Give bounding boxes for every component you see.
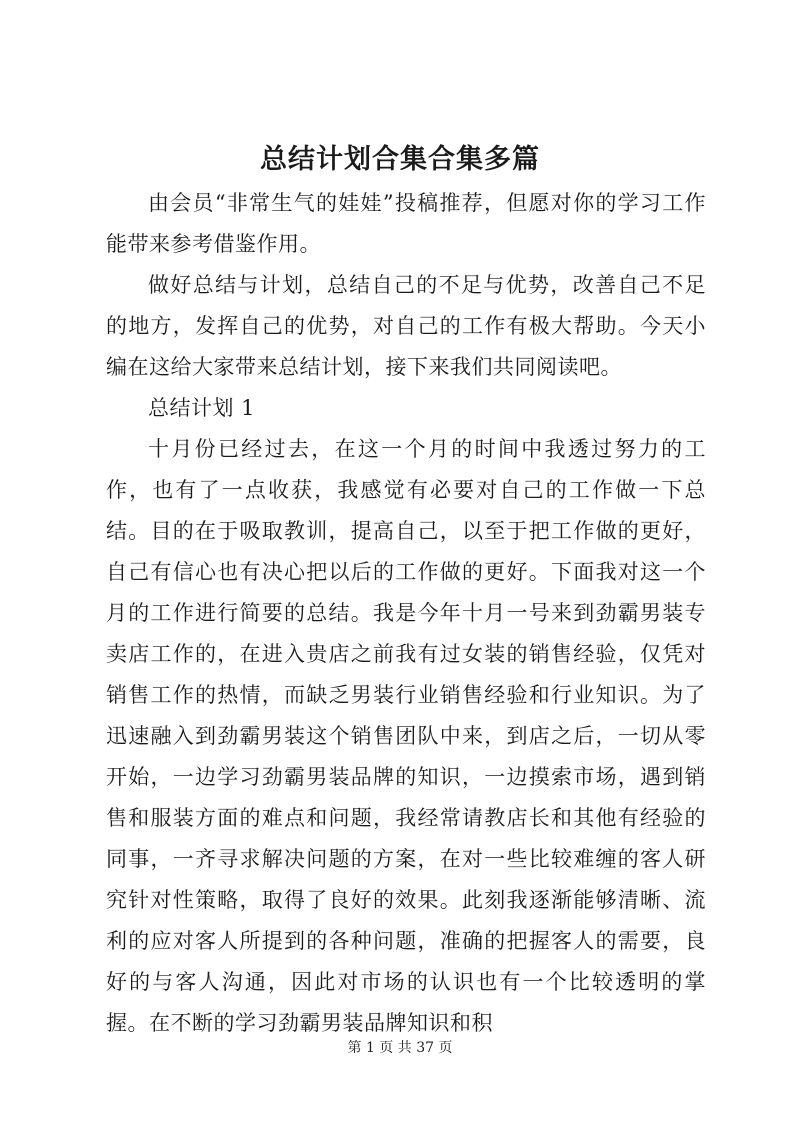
page-footer: 第 1 页 共 37 页 <box>347 1040 453 1056</box>
document-title: 总结计划合集合集多篇 <box>260 144 540 175</box>
section-heading: 总结计划 1 <box>148 396 256 420</box>
body-paragraph: 十月份已经过去，在这一个月的时间中我透过努力的工作，也有了一点收获，我感觉有必要对自己的工作做一下总结。目的在于吸取教训，提高自己，以至于把工作做的更好，自己有信心也有决心把以后的工作做的更好。下面我对这一个月的工作进行简要的总结。我是今年十月一号来到劲霸男装专卖店工作的，在进入贵店之前我有过女装的销售经验，仅凭对销售工作的热情，而缺乏男装行业销售经验和行业知识。为了迅速融入到劲霸男装这个销售团队中来，到店之后，一切从零开始，一边学习劲霸男装品牌的知识，一边摸索市场，遇到销售和服装方面的难点和问题，我经常请教店长和其他有经验的同事，一齐寻求解决问题的方案，在对一些比较难缠的客人研究针对性策略，取得了良好的效果。此刻我逐渐能够清晰、流利的应对客人所提到的各种问题，准确的把握客人的需要，良好的与客人沟通，因此对市场的认识也有一个比较透明的掌握。在不断的学习劲霸男装品牌知识和积 <box>106 437 706 1035</box>
intro-paragraph: 由会员“非常生气的娃娃”投稿推荐，但愿对你的学习工作能带来参考借鉴作用。 <box>106 191 706 256</box>
document-body <box>106 183 706 1044</box>
summary-paragraph: 做好总结与计划，总结自己的不足与优势，改善自己不足的地方，发挥自己的优势，对自己的工作有极大帮助。今天小编在这给大家带来总结计划，接下来我们共同阅读吧。 <box>106 273 706 379</box>
